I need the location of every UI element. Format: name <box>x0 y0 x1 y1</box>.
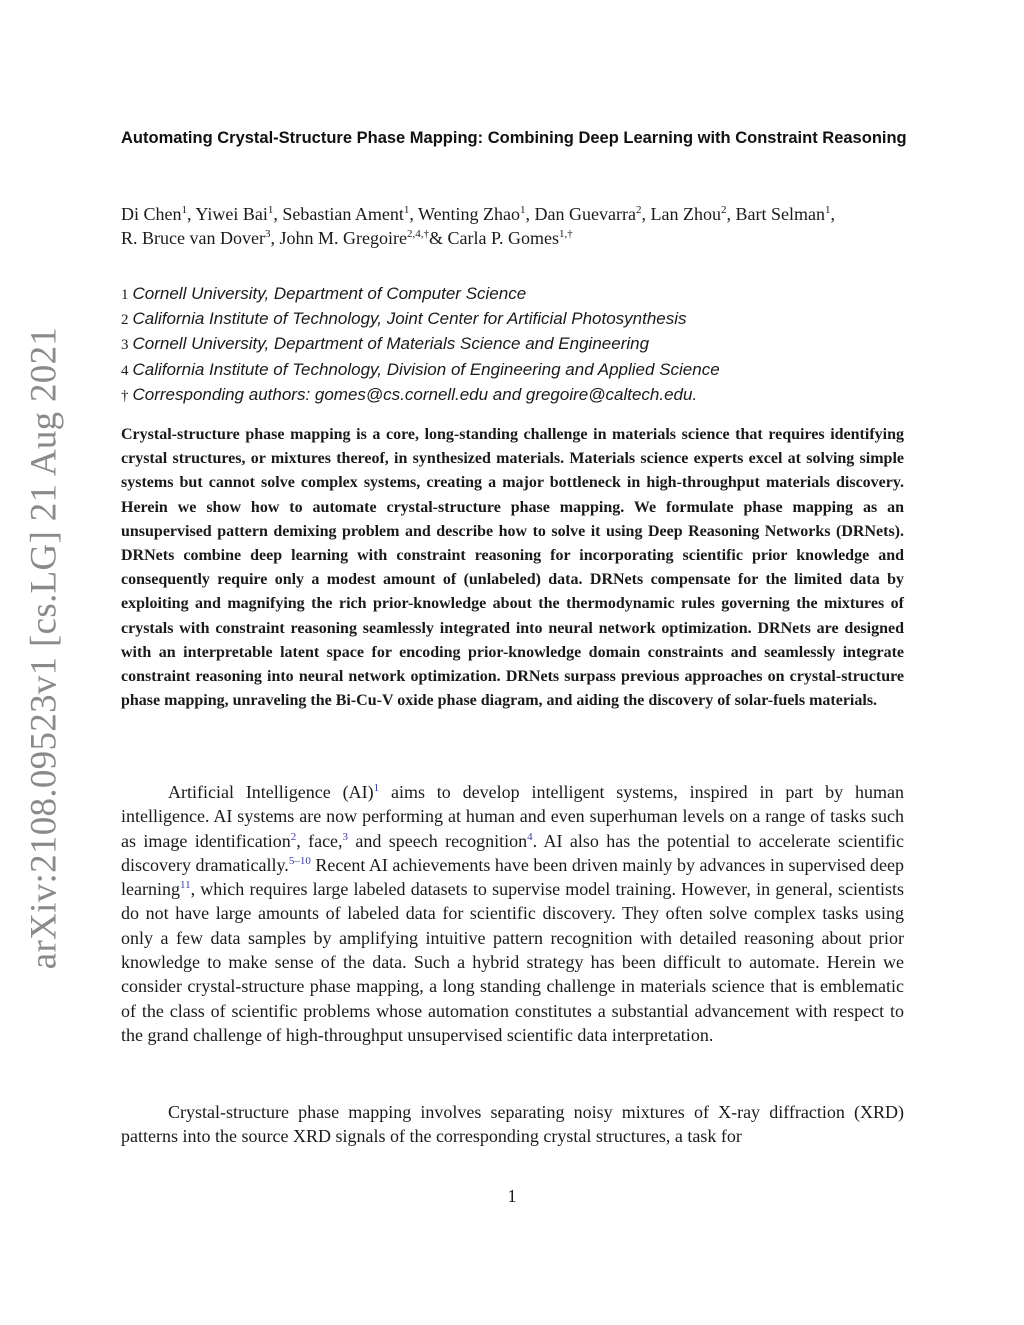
author-affiliation-mark: 1 <box>267 204 274 216</box>
affiliation-list <box>121 282 907 408</box>
citation-link[interactable]: 2 <box>290 830 297 843</box>
citation-link[interactable]: 4 <box>527 830 533 843</box>
affiliation-text: Cornell University, Department of Materials Science and Engineering <box>132 334 650 354</box>
affiliation-marker: 1 <box>121 287 129 303</box>
affiliation-marker: 4 <box>121 362 129 379</box>
dagger-marker: † <box>121 387 129 404</box>
author-name: Bart Selman <box>735 204 825 224</box>
corresponding-text: Corresponding authors: gomes@cs.cornell.edu and gregoire@caltech.edu. <box>132 384 698 404</box>
author-name: R. Bruce van Dover <box>121 228 265 248</box>
citation-link[interactable]: 5–10 <box>288 854 311 867</box>
author: R. Bruce van Dover$^3$, <box>121 228 280 248</box>
author-list <box>121 202 907 250</box>
affiliation-marker: 2 <box>121 312 129 329</box>
author-affiliation-mark: 2,4,† <box>406 228 429 240</box>
abstract: Crystal-structure phase mapping is a core, long-standing challenge in materials science that requires identifying crystal structures, or mixtures thereof, in synthesized materials. Materials science experts excel at solving simple systems but cannot solve complex systems, creating a major bottleneck in high-throughput materials discovery. Herein we show how to automate crystal-structure phase mapping. We formulate phase mapping as an unsupervised pattern demixing problem and describe how to solve it using Deep Reasoning Networks (DRNets). DRNets combine deep learning with constraint reasoning for incorporating scientific prior knowledge and consequently require only a modest amount of (unlabeled) data. DRNets compensate for the limited data by exploiting and magnifying the rich prior-knowledge about the thermodynamic rules governing the mixtures of crystals with constraint reasoning seamlessly integrated into neural network optimization. DRNets are designed with an interpretable latent space for encoding prior-knowledge domain constraints and seamlessly integrate constraint reasoning into neural network optimization. DRNets surpass previous approaches on crystal-structure phase mapping, unraveling the Bi-Cu-V oxide phase diagram, and aiding the discovery of solar-fuels materials. <box>121 426 904 710</box>
corresponding-authors <box>121 383 907 408</box>
author-affiliation-mark: 1 <box>403 204 410 216</box>
author-line <box>121 202 907 226</box>
author: Wenting Zhao$^1$, <box>418 204 535 224</box>
citation-link[interactable]: 3 <box>342 830 349 843</box>
author: Lan Zhou$^2$, <box>650 204 736 224</box>
author: Bart Selman$^1$, <box>735 204 835 224</box>
author-name: Dan Guevarra <box>534 204 636 224</box>
author-affiliation-mark: 1 <box>824 204 831 216</box>
affiliation-item <box>121 307 907 332</box>
affiliation-text: Cornell University, Department of Computer Science <box>132 284 527 303</box>
author: John M. Gregoire$^{2,4,\dagger}$& <box>279 228 448 248</box>
author: Sebastian Ament$^1$, <box>282 204 419 224</box>
body-paragraph-xrd: Crystal-structure phase mapping involves separating noisy mixtures of X-ray diffraction (XRD) patterns into the source XRD signals of the corresponding crystal structures, a task for <box>121 1102 904 1147</box>
author-affiliation-mark: 2 <box>720 204 727 216</box>
author: Yiwei Bai$^1$, <box>195 204 283 224</box>
author-name: Lan Zhou <box>650 204 721 224</box>
author-line <box>121 226 907 250</box>
author-affiliation-mark: 1 <box>181 204 187 216</box>
author-name: Sebastian Ament <box>282 204 404 224</box>
author-affiliation-mark: 1,† <box>558 228 573 240</box>
author-name: John M. Gregoire <box>279 228 407 248</box>
author: Di Chen$^1$, <box>121 204 196 224</box>
affiliation-item <box>121 358 907 383</box>
author-name: Carla P. Gomes <box>447 228 559 248</box>
affiliation-text: California Institute of Technology, Division of Engineering and Applied Science <box>132 359 720 379</box>
citation-link[interactable]: 1 <box>373 782 380 794</box>
author-affiliation-mark: 1 <box>520 204 526 216</box>
author-affiliation-mark: 3 <box>264 228 271 240</box>
author-name: Yiwei Bai <box>195 204 268 224</box>
affiliation-item <box>121 332 907 357</box>
affiliation-text: California Institute of Technology, Joint Center for Artificial Photosynthesis <box>132 309 687 329</box>
citation-link[interactable]: 11 <box>179 879 191 892</box>
arxiv-stamp: arXiv:2108.09523v1 [cs.LG] 21 Aug 2021 <box>23 326 65 970</box>
author-name: Di Chen <box>121 204 182 224</box>
affiliation-item <box>121 282 907 307</box>
author-name: Wenting Zhao <box>418 204 521 224</box>
author: Dan Guevarra$^2$, <box>534 204 651 224</box>
affiliation-marker: 3 <box>121 337 129 354</box>
body-paragraph-intro: Artificial Intelligence (AI)$^1$ aims to develop intelligent systems, inspired in part by human intelligence. AI systems are now performing at human and even superhuman levels on a range of tasks such as image identification$^2$, face,$^3$ and speech recognition$^4$. AI also has the potential to accelerate scientific discovery dramatically.$^{5-10}$ Recent AI achievements have been driven mainly by advances in supervised deep learning$^{11}$, which requires large labeled datasets to supervise model training. However, in general, scientists do not have large amounts of labeled data for scientific discovery. They often solve complex tasks using only a few data samples by amplifying intuitive pattern recognition with detailed reasoning about prior knowledge to make sense of the data. Such a hybrid strategy has been difficult to automate. Herein we consider crystal-structure phase mapping, a long standing challenge in materials science that is emblematic of the class of scientific problems whose automation constitutes a substantial advancement with respect to the grand challenge of high-throughput unsupervised scientific data interpretation. <box>121 782 905 1045</box>
paper-title: Automating Crystal-Structure Phase Mapping: Combining Deep Learning with Constraint Reasoning <box>121 129 907 147</box>
author-affiliation-mark: 2 <box>636 204 642 216</box>
page-number: 1 <box>507 1186 517 1206</box>
author <box>447 228 572 248</box>
